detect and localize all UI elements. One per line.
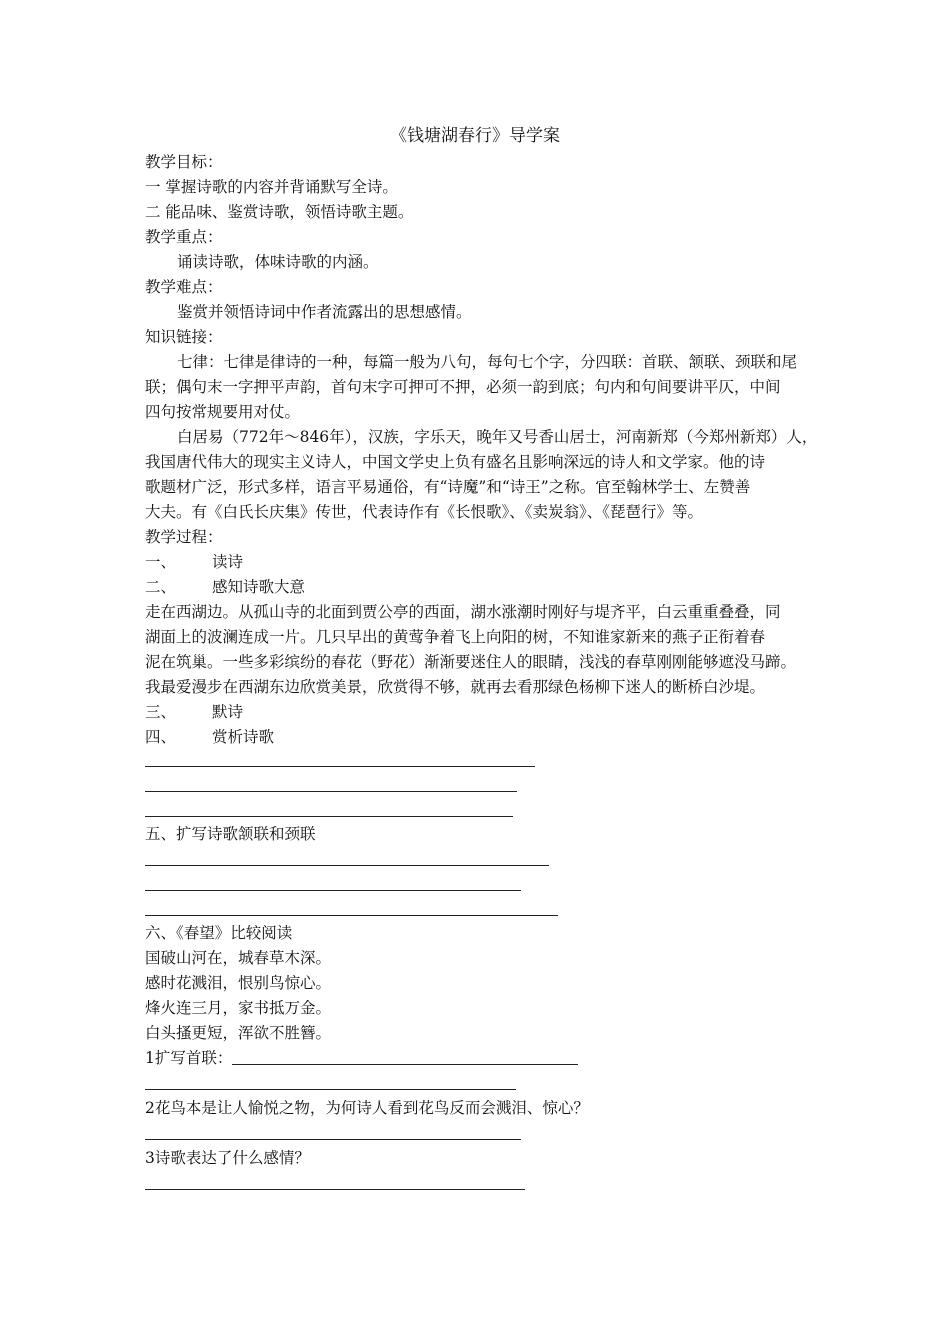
step-read-num: 一、 — [145, 553, 177, 571]
question-1 — [145, 1046, 578, 1071]
step-appreciate-num: 四、 — [145, 728, 177, 746]
difficulty-heading: 教学难点： — [145, 278, 223, 296]
answer-line-appreciate-2[interactable] — [145, 791, 517, 792]
author-line-4: 大夫。有《白氏长庆集》传世，代表诗作有《长恨歌》、《卖炭翁》、《琵琶行》等。 — [145, 503, 704, 521]
question-1-answer-line-2[interactable] — [145, 1089, 516, 1090]
chunwang-line-1: 国破山河在，城春草木深。 — [145, 949, 332, 967]
objectives-heading: 教学目标： — [145, 153, 223, 171]
answer-line-expand-2[interactable] — [145, 890, 521, 891]
question-1-label: 1扩写首联： — [145, 1049, 233, 1067]
author-line-3: 歌题材广泛，形式多样，语言平易通俗，有“诗魔”和“诗王”之称。官至翰林学士、左赞善 — [145, 478, 751, 496]
translation-line-4: 我最爱漫步在西湖东边欣赏美景，欣赏得不够，就再去看那绿色杨柳下迷人的断桥白沙堤。 — [145, 678, 766, 696]
answer-line-expand-1[interactable] — [145, 865, 549, 866]
compare-heading: 六、《春望》比较阅读 — [145, 924, 293, 942]
process-heading: 教学过程： — [145, 528, 223, 546]
step-appreciate-label: 赏析诗歌 — [212, 728, 275, 746]
step-read — [145, 550, 243, 575]
objective-item-1: 一 掌握诗歌的内容并背诵默写全诗。 — [145, 178, 398, 196]
answer-line-appreciate-3[interactable] — [145, 816, 513, 817]
chunwang-line-3: 烽火连三月，家书抵万金。 — [145, 999, 332, 1017]
translation-line-1: 走在西湖边。从孤山寺的北面到贾公亭的西面，湖水涨潮时刚好与堤齐平，白云重重叠叠，同 — [145, 603, 781, 621]
question-2-answer-line[interactable] — [145, 1139, 521, 1140]
question-3: 3诗歌表达了什么感情？ — [145, 1149, 310, 1167]
author-line-2: 我国唐代伟大的现实主义诗人，中国文学史上负有盛名且影响深远的诗人和文学家。他的诗 — [145, 453, 766, 471]
qilv-line-3: 四句按常规要用对仗。 — [145, 403, 301, 421]
step-read-label: 读诗 — [212, 553, 244, 571]
translation-line-2: 湖面上的波澜连成一片。几只早出的黄莺争着飞上向阳的树，不知谁家新来的燕子正衔着春 — [145, 628, 766, 646]
qilv-line-2: 联；偶句末一字押平声韵，首句末字可押可不押，必须一韵到底；句内和句间要讲平仄，中间 — [145, 378, 781, 396]
answer-line-appreciate-1[interactable] — [145, 766, 535, 767]
step-recite-label: 默诗 — [212, 703, 244, 721]
step-recite — [145, 700, 243, 725]
answer-line-expand-3[interactable] — [145, 915, 558, 916]
step-understand-label: 感知诗歌大意 — [212, 578, 306, 596]
step-recite-num: 三、 — [145, 703, 177, 721]
difficulty-text: 鉴赏并领悟诗词中作者流露出的思想感情。 — [177, 303, 472, 321]
chunwang-line-4: 白头搔更短，浑欲不胜簪。 — [145, 1024, 332, 1042]
question-3-answer-line[interactable] — [145, 1189, 525, 1190]
question-1-answer-line[interactable] — [232, 1050, 578, 1065]
step-understand — [145, 575, 305, 600]
translation-line-3: 泥在筑巢。一些多彩缤纷的春花（野花）渐渐要迷住人的眼睛，浅浅的春草刚刚能够遮没马蹄。 — [145, 653, 797, 671]
key-point-heading: 教学重点： — [145, 228, 223, 246]
question-2: 2花鸟本是让人愉悦之物，为何诗人看到花鸟反而会溅泪、惊心？ — [145, 1099, 589, 1117]
step-appreciate — [145, 725, 274, 750]
qilv-line-1: 七律：七律是律诗的一种，每篇一般为八句，每句七个字，分四联：首联、颔联、颈联和尾 — [177, 353, 798, 371]
step-understand-num: 二、 — [145, 578, 177, 596]
step-expand-heading: 五、扩写诗歌颔联和颈联 — [145, 825, 316, 843]
page-title: 《钱塘湖春行》导学案 — [390, 126, 560, 146]
chunwang-line-2: 感时花溅泪，恨别鸟惊心。 — [145, 974, 332, 992]
author-line-1: 白居易（772年～846年），汉族，字乐天，晚年又号香山居士，河南新郑（今郑州新郑）人， — [177, 428, 818, 446]
knowledge-heading: 知识链接： — [145, 328, 223, 346]
objective-item-2: 二 能品味、鉴赏诗歌，领悟诗歌主题。 — [145, 203, 414, 221]
key-point-text: 诵读诗歌，体味诗歌的内涵。 — [177, 253, 379, 271]
